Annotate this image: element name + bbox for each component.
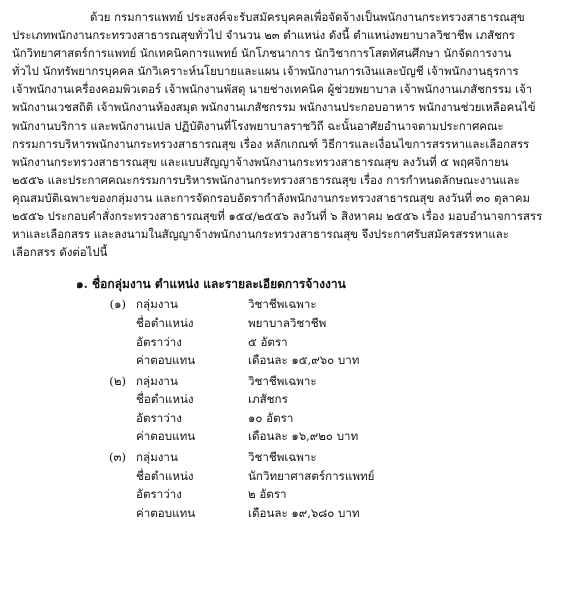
position-row	[12, 390, 568, 409]
field-label: ค่าตอบแทน	[136, 429, 196, 444]
position-group-2	[12, 372, 568, 446]
section-title: ๑. ชื่อกลุ่มงาน ตำแหน่ง และรายละเอียดการจ้างงาน	[76, 277, 346, 292]
paragraph-line: หาและเลือกสรร และลงนามในสัญญาจ้างพนักงานกระทรวงสาธารณสุข จึงประกาศรับสมัครสรรหาและ	[12, 227, 509, 242]
position-group-3	[12, 448, 568, 522]
position-row	[12, 409, 568, 428]
field-label: ค่าตอบแทน	[136, 505, 196, 520]
field-value: เภสัชกร	[248, 392, 288, 407]
field-value: ๕ อัตรา	[248, 334, 288, 349]
paragraph-line: ๒๕๕๖ ประกอบคำสั่งกระทรวงสาธารณสุขที่ ๑๕๔/๒๕๕๖ ลงวันที่ ๖ สิงหาคม ๒๕๕๖ เรื่อง มอบอำนาจการสรร	[12, 209, 543, 224]
field-value: วิชาชีพเฉพาะ	[248, 297, 317, 312]
position-group-1	[12, 295, 568, 369]
position-row	[12, 485, 568, 504]
position-row	[12, 427, 568, 446]
position-row	[12, 372, 568, 391]
field-label: อัตราว่าง	[136, 334, 182, 349]
announcement-paragraph	[12, 8, 568, 261]
field-label: อัตราว่าง	[136, 487, 182, 502]
position-row	[12, 333, 568, 352]
paragraph-line: เจ้าพนักงานเครื่องคอมพิวเตอร์ เจ้าพนักงานพัสดุ นายช่างเทคนิค ผู้ช่วยพยาบาล เจ้าพนักงานเภสัชกรรม เจ้า	[12, 82, 533, 97]
field-value: เดือนละ ๑๖,๙๒๐ บาท	[248, 429, 359, 444]
paragraph-line: พนักงานกระทรวงสาธารณสุข และแบบสัญญาจ้างพนักงานกระทรวงสาธารณสุข ลงวันที่ ๕ พฤศจิกายน	[12, 154, 509, 169]
field-label: กลุ่มงาน	[136, 297, 178, 312]
field-label: ชื่อตำแหน่ง	[136, 468, 194, 483]
position-row	[12, 314, 568, 333]
paragraph-line: พนักงานเวชสถิติ เจ้าพนักงานห้องสมุด พนักงานเภสัชกรรม พนักงานประกอบอาหาร พนักงานช่วยเหลือคนไข้	[12, 100, 536, 115]
position-row	[12, 448, 568, 467]
paragraph-line: ทั่วไป นักทรัพยากรบุคคล นักวิเคราะห์นโยบายและแผน เจ้าพนักงานการเงินและบัญชี เจ้าพนักงานธุรการ	[12, 64, 519, 79]
field-label: ค่าตอบแทน	[136, 353, 196, 368]
position-number: (๑)	[109, 297, 126, 312]
paragraph-line: ประเภทพนักงานกระทรวงสาธารณสุขทั่วไป จำนวน ๒๓ ตำแหน่ง ดังนี้ ตำแหน่งพยาบาลวิชาชีพ เภสัชกร	[12, 28, 515, 43]
paragraph-line: ๒๕๕๖ และประกาศคณะกรรมการบริหารพนักงานกระทรวงสาธารณสุข เรื่อง การกำหนดลักษณะงานและ	[12, 172, 520, 187]
position-row	[12, 467, 568, 486]
field-value: ๑๐ อัตรา	[248, 410, 294, 425]
field-label: กลุ่มงาน	[136, 450, 178, 465]
field-value: เดือนละ ๑๙,๖๘๐ บาท	[248, 505, 360, 520]
paragraph-line: เลือกสรร ดังต่อไปนี้	[12, 245, 108, 260]
field-label: อัตราว่าง	[136, 410, 182, 425]
paragraph-line: คุณสมบัติเฉพาะของกลุ่มงาน และการจัดกรอบอัตรากำลังพนักงานกระทรวงสาธารณสุข ลงวันที่ ๓๐ ตุลาคม	[12, 190, 530, 205]
paragraph-line: นักวิทยาศาสตร์การแพทย์ นักเทคนิคการแพทย์ นักโภชนาการ นักวิชาการโสตทัศนศึกษา นักจัดการงาน	[12, 46, 512, 61]
field-value: วิชาชีพเฉพาะ	[248, 450, 317, 465]
paragraph-line: พนักงานบริการ และพนักงานเปล ปฏิบัติงานที่โรงพยาบาลราชวิถี ฉะนั้นอาศัยอำนาจตามประกาศคณะ	[12, 118, 504, 133]
field-label: กลุ่มงาน	[136, 373, 178, 388]
field-value: เดือนละ ๑๕,๙๖๐ บาท	[248, 353, 360, 368]
field-value: นักวิทยาศาสตร์การแพทย์	[248, 468, 375, 483]
field-label: ชื่อตำแหน่ง	[136, 315, 194, 330]
position-row	[12, 504, 568, 523]
position-row	[12, 295, 568, 314]
field-label: ชื่อตำแหน่ง	[136, 392, 194, 407]
paragraph-line: ด้วย กรมการแพทย์ ประสงค์จะรับสมัครบุคคลเพื่อจัดจ้างเป็นพนักงานกระทรวงสาธารณสุข	[90, 10, 525, 24]
position-row	[12, 351, 568, 370]
position-number: (๓)	[109, 450, 126, 465]
field-value: ๒ อัตรา	[248, 487, 287, 502]
position-number: (๒)	[109, 373, 126, 388]
paragraph-line: กรรมการบริหารพนักงานกระทรวงสาธารณสุข เรื่อง หลักเกณฑ์ วิธีการและเงื่อนไขการสรรหาและเลือกสรร	[12, 136, 530, 151]
field-value: วิชาชีพเฉพาะ	[248, 373, 317, 388]
field-value: พยาบาลวิชาชีพ	[248, 315, 327, 330]
